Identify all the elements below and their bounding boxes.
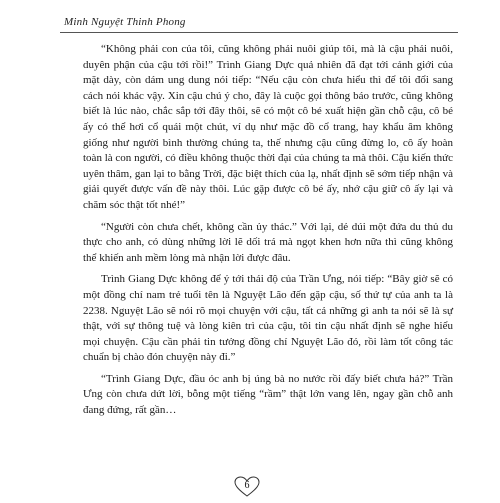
paragraph: “Không phải con của tôi, cũng không phải nuôi giúp tôi, mà là cậu phải nuôi, duyên phận của cậu tới rồi!” Trình Giang Dực quả nhiên đã đạt tới cảnh giới của mặt dày, còn dám ung dung nói tiếp: “Nếu cậu còn chưa hiểu thì để tôi đổi sang cách nói khác vậy. Xin cậu chú ý cho, đây là cuộc gọi thông báo trước, cũng không biết là lúc nào, chắc sắp tới đây thôi, sẽ có một cô bé xuất hiện gần chỗ cậu, cô bé ấy có thể hơi cổ quái một chút, ví dụ như mặc đồ cổ trang, hay khẩu âm không giống như người bình thường chúng ta, thế nhưng cậu cũng đừng lo, cô ấy hoàn toàn là con người, có điều không thuộc thời đại của chúng ta mà thôi. Cậu kiến thức uyên thâm, gan lại to bằng Trời, đặc biệt thích của lạ, nhất định sẽ sớm tiếp nhận và giải quyết được vấn đề này thôi. Lúc gặp được cô bé ấy, nhớ cậu giữ cô ấy lại và chăm sóc thật tốt nhé!” <box>83 43 453 211</box>
page-number: 6 <box>244 480 250 491</box>
page-number-heart <box>233 476 261 498</box>
paragraph: Trình Giang Dực không để ý tới thái độ của Trần Ưng, nói tiếp: “Bây giờ sẽ có một đồng chí nam trẻ tuổi tên là Nguyệt Lão đến gặp cậu, số thứ tự của anh ta là 2238. Nguyệt Lão sẽ nói rõ mọi chuyện với cậu, tất cả những gì anh ta nói sẽ là sự thật, với sự thông tuệ và lòng kiên trì của cậu, tôi tin cậu nhất định sẽ nghe hiểu mọi chuyện. Cậu cần phải tin tưởng đồng chí Nguyệt Lão đó, rồi làm tốt công tác chuẩn bị chào đón chuyện này đi.” <box>83 273 453 364</box>
body-text <box>83 42 453 425</box>
header-rule <box>60 32 458 33</box>
paragraph: “Trình Giang Dực, đầu óc anh bị úng bà no nước rồi đấy biết chưa hả?” Trần Ưng còn chưa dứt lời, bỗng một tiếng “rầm” thật lớn vang lên, ngay gần chỗ anh đang đứng, rất gần… <box>83 372 453 417</box>
paragraph: “Người còn chưa chết, không cần ủy thác.” Với lại, dẻ dúi một đứa du thủ du thực cho anh, có dùng những lời lẽ dối trá mà ngọt khen hơn nữa thì cũng không thể khiến anh mềm lòng mà nhận lời được đâu. <box>83 220 453 264</box>
running-header-title: Minh Nguyệt Thinh Phong <box>64 16 186 28</box>
